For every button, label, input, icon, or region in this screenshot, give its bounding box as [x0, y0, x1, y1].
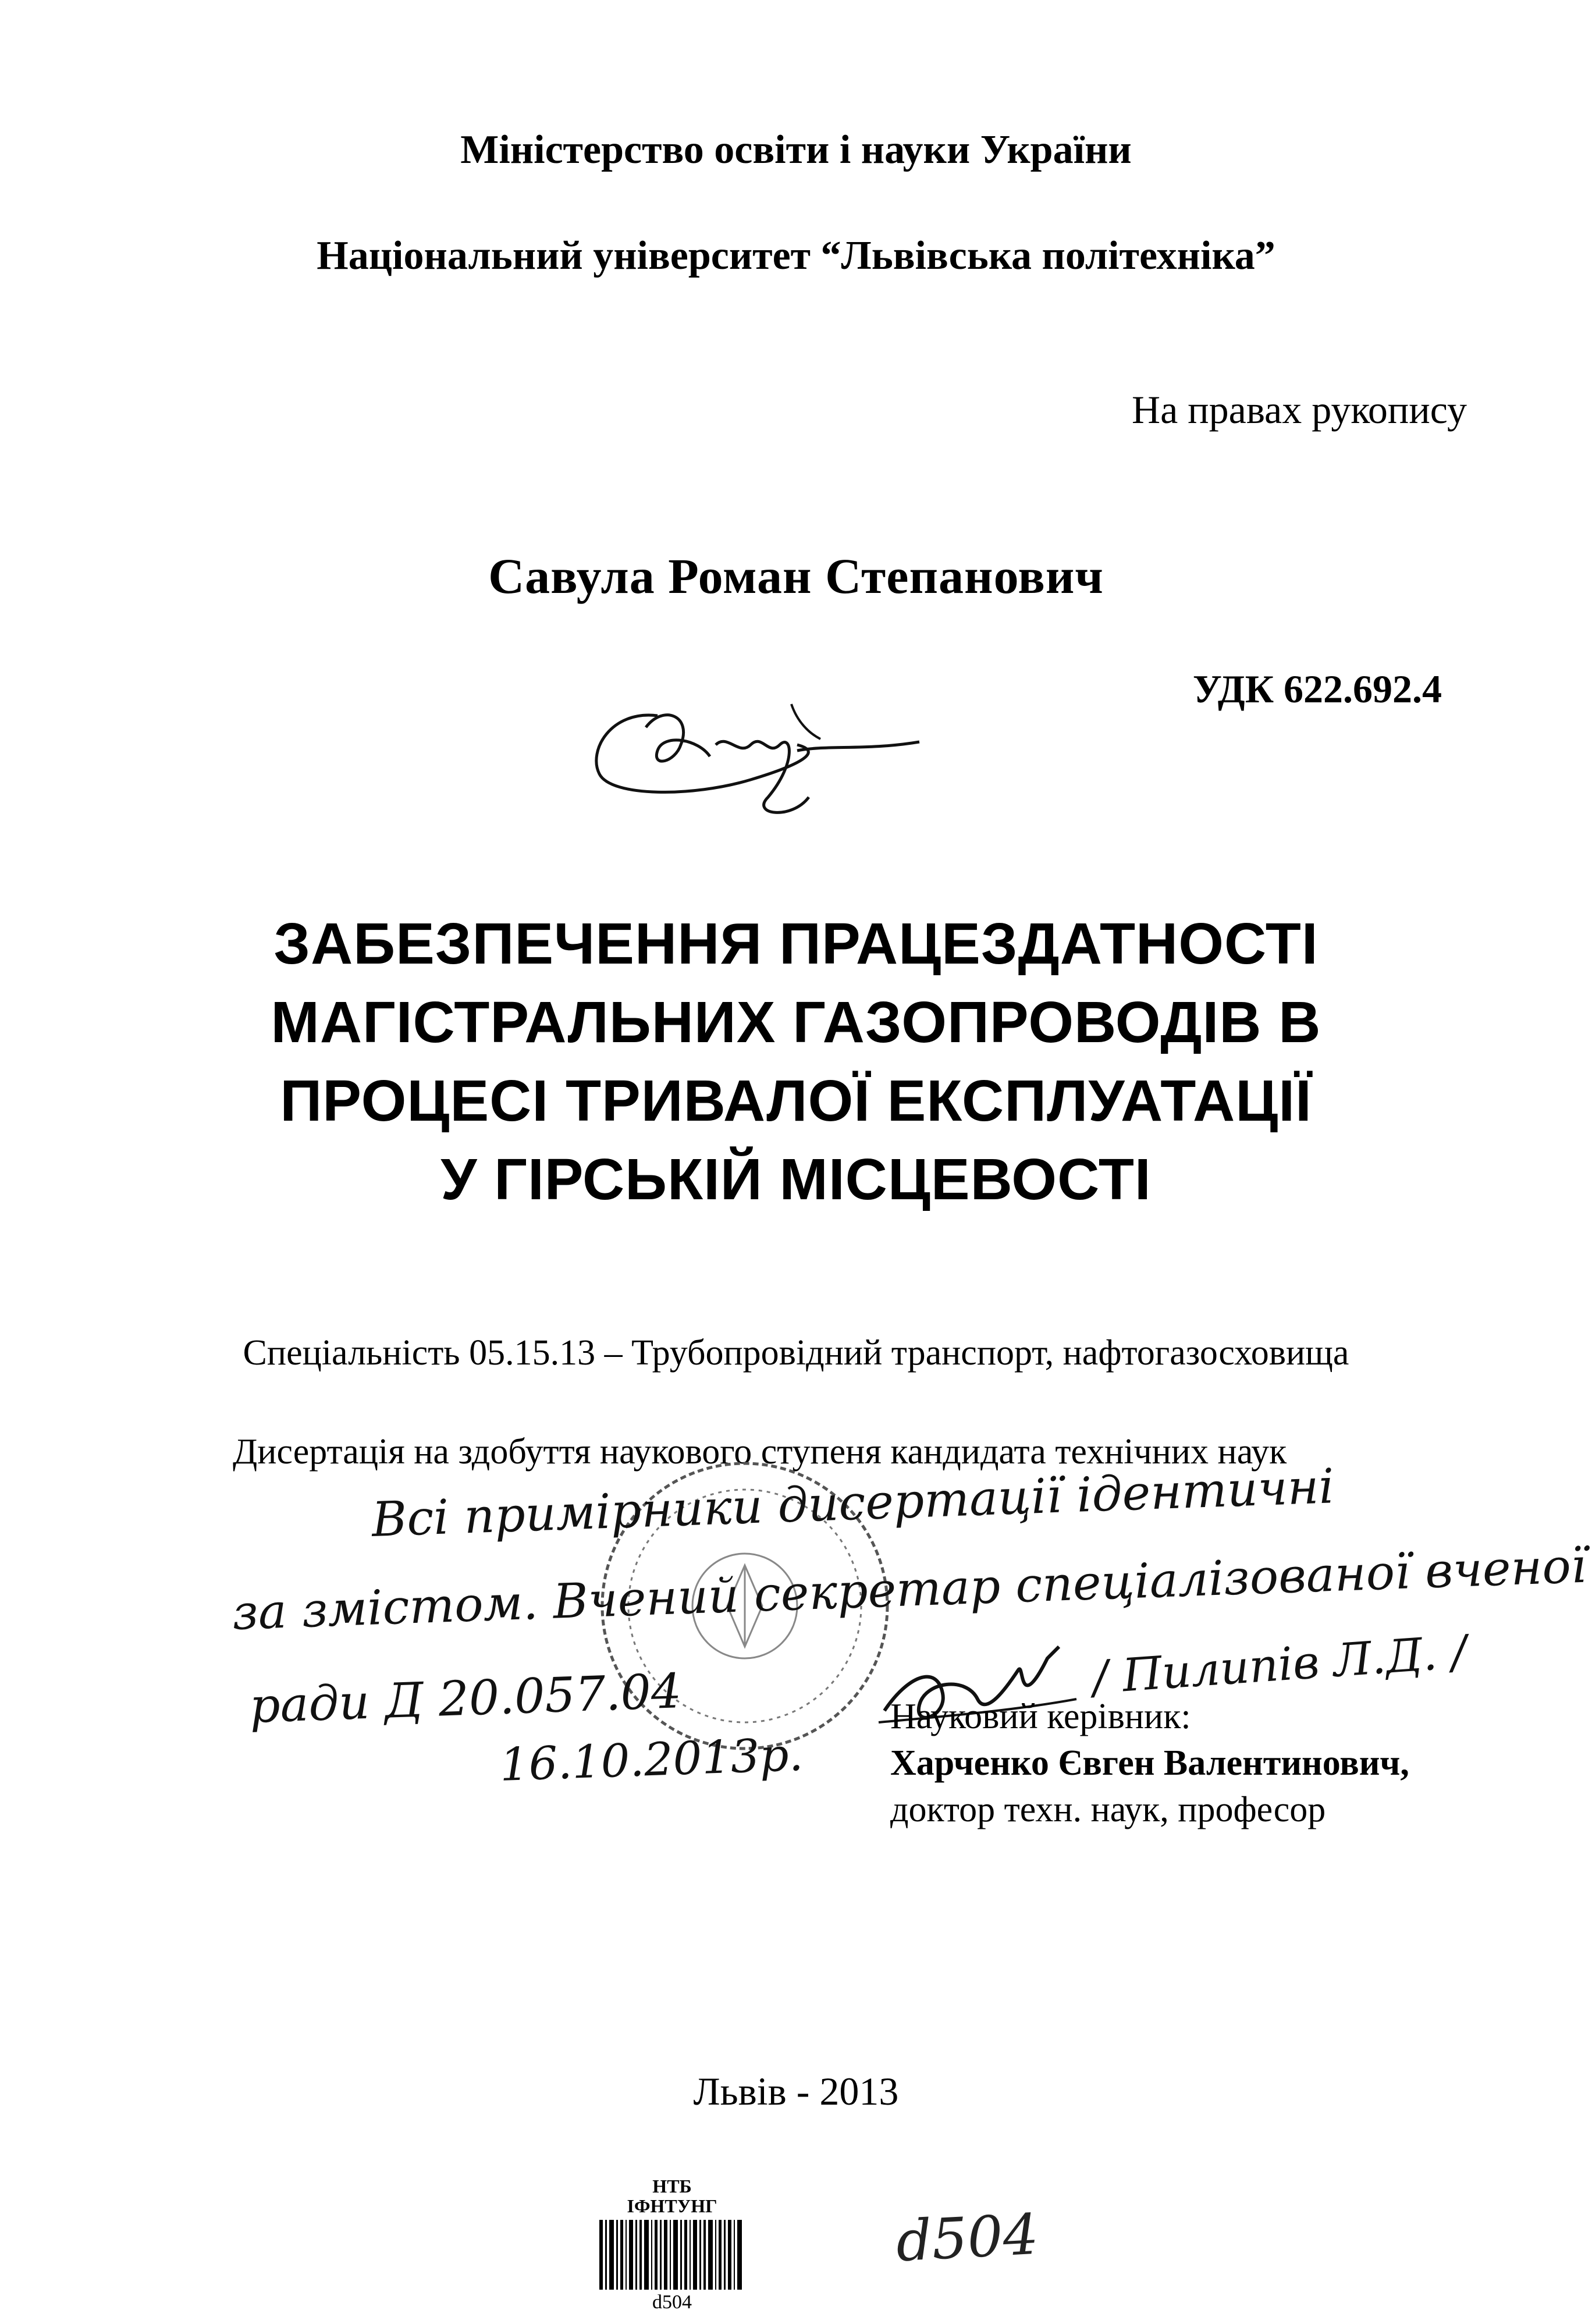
- place-year: Львів - 2013: [693, 2069, 899, 2113]
- barcode: [599, 2220, 745, 2290]
- handwritten-line-1: Всі примірники дисертації ідентичні: [371, 1459, 1335, 1548]
- handwritten-line-4: / Пилипів Л.Д. /: [1091, 1626, 1469, 1704]
- library-stamp: [599, 2176, 745, 2216]
- handwritten-line-3: ради Д 20.057.04: [248, 1664, 683, 1734]
- title-line-2: МАГІСТРАЛЬНИХ ГАЗОПРОВОДІВ В: [271, 990, 1321, 1055]
- ministry-heading: Міністерство освіти і науки України: [460, 127, 1132, 172]
- handwritten-code: d504: [894, 2201, 1040, 2275]
- university-heading: Національний університет “Львівська політехніка”: [317, 233, 1275, 278]
- title-line-1: ЗАБЕЗПЕЧЕННЯ ПРАЦЕЗДАТНОСТІ: [273, 911, 1319, 976]
- handwritten-date: 16.10.2013р.: [499, 1728, 804, 1792]
- dissertation-note: Дисертація на здобуття наукового ступеня кандидата технічних наук: [233, 1432, 1287, 1472]
- barcode-number: d504: [652, 2291, 692, 2313]
- udk-code: УДК 622.692.4: [1192, 667, 1442, 711]
- supervisor-name: Харченко Євген Валентинович,: [890, 1743, 1409, 1783]
- library-stamp-line-1: НТБ: [652, 2176, 692, 2197]
- specialty-line: Спеціальність 05.15.13 – Трубопровідний транспорт, нафтогазосховища: [243, 1333, 1349, 1373]
- library-stamp-line-2: ІФНТУНГ: [627, 2195, 717, 2216]
- author-name: Савула Роман Степанович: [488, 548, 1104, 604]
- manuscript-note: На правах рукопису: [1131, 388, 1467, 432]
- supervisor-degree: доктор техн. наук, професор: [890, 1790, 1326, 1829]
- supervisor-label: Науковий керівник:: [890, 1697, 1191, 1736]
- title-line-3: ПРОЦЕСІ ТРИВАЛОЇ ЕКСПЛУАТАЦІЇ: [280, 1068, 1312, 1133]
- title-line-4: У ГІРСЬКІЙ МІСЦЕВОСТІ: [440, 1147, 1152, 1212]
- handwritten-line-2: за змістом. Вчений секретар спеціалізованої вченої: [231, 1538, 1587, 1641]
